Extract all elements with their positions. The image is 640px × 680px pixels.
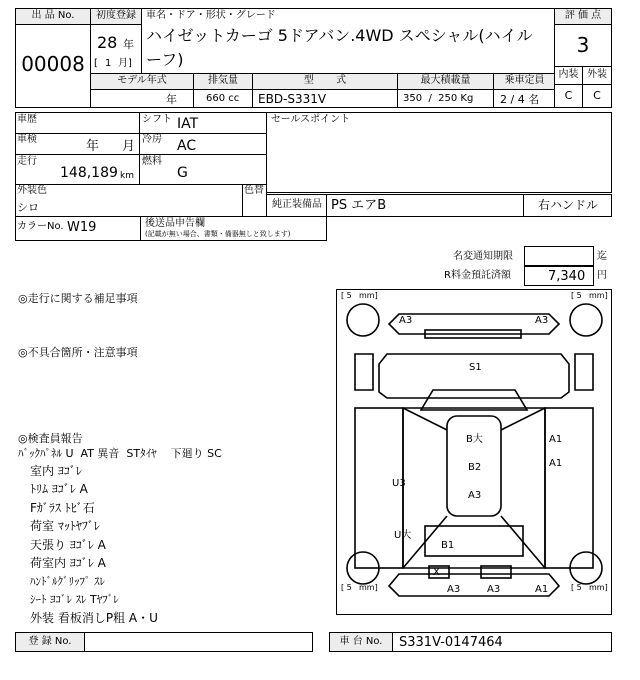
details-row-2 — [15, 133, 267, 155]
exterior-color-value: シロ — [17, 201, 39, 214]
lot-label: 出 品 No. — [31, 10, 75, 21]
mark-back-door: B1 — [441, 540, 455, 551]
tire-depth-fl: [ 5 — [341, 291, 352, 300]
mark-rear-bumper-left: A3 — [447, 584, 461, 595]
car-outline-diagram — [337, 290, 611, 614]
registration-year-unit: 年 — [123, 38, 134, 51]
rear-gate-outline — [425, 526, 523, 556]
equipment-value: PS エアB — [331, 198, 387, 213]
car-name-label: 車名・ドア・形状・グレード — [146, 10, 276, 21]
mark-windshield: S1 — [469, 362, 482, 373]
tire-unit-rl: mm] — [359, 583, 378, 592]
chassis-number: S331V-0147464 — [399, 635, 503, 650]
cowl-outline — [421, 390, 527, 410]
mark-roof-front: B大 — [466, 434, 483, 445]
color-number-label: カラーNo. — [17, 221, 64, 232]
inspection-year-unit: 年 — [86, 139, 100, 154]
rear-bumper-outline — [389, 574, 559, 596]
mileage-unit: km — [120, 171, 134, 181]
capacity-value: 2 / 4 名 — [500, 93, 540, 106]
chassis-number-label: 車 台 No. — [339, 636, 383, 647]
mark-right-slide-door: A1 — [549, 458, 563, 469]
mark-roof-middle: B2 — [468, 462, 482, 473]
color-change-label: 色替 — [244, 185, 264, 196]
displacement-value: 660 cc — [206, 93, 240, 104]
exterior-color-label: 外装色 — [17, 185, 47, 196]
mark-rear-bumper-right: A1 — [535, 584, 549, 595]
mark-rear-bumper-center: A3 — [487, 584, 501, 595]
mark-left-side: U3 — [392, 478, 406, 489]
inspector-report-title: ◎検査員報告 — [18, 432, 83, 445]
right-side-outline — [545, 408, 593, 568]
transfer-deadline-field — [524, 246, 594, 266]
report-line-6: 天張り ﾖｺﾞﾚ A — [30, 538, 106, 552]
aftermarket-note: (記載が無い場合、書類・備器無しと致します) — [145, 230, 291, 238]
ac-value: AC — [177, 138, 197, 154]
mark-roof-rear: A3 — [468, 490, 482, 501]
transfer-deadline-unit: 迄 — [597, 251, 607, 262]
damage-diagram — [336, 289, 612, 615]
first-registration-label: 初度登録 — [96, 10, 136, 21]
history-label: 車歴 — [17, 114, 37, 125]
front-left-tire-icon — [347, 304, 379, 336]
tire-unit-fr: mm] — [589, 291, 608, 300]
car-name-line2: ーフ) — [146, 50, 184, 69]
steering-side: 右ハンドル — [537, 198, 598, 212]
tire-depth-rr: [ 5 — [571, 583, 582, 592]
shift-value: IAT — [177, 116, 199, 132]
registration-number-label: 登 録 No. — [28, 636, 72, 647]
fuel-value: G — [177, 165, 188, 181]
sales-points-label: セールスポイント — [271, 114, 351, 125]
registration-month: 1 — [105, 58, 112, 69]
report-line-5: 荷室 ﾏｯﾄﾔﾌﾞﾚ — [30, 519, 100, 533]
report-line-3: ﾄﾘﾑ ﾖｺﾞﾚ A — [30, 482, 88, 496]
registration-year: 28 — [97, 33, 118, 52]
interior-grade: C — [564, 89, 573, 102]
grade-label: 評 価 点 — [564, 10, 602, 21]
equipment-label: 純正装備品 — [272, 199, 322, 210]
driving-notes-title: ◎走行に関する補足事項 — [18, 292, 138, 305]
ac-label: 冷房 — [142, 134, 162, 145]
mileage-label: 走行 — [17, 156, 37, 167]
report-line-7: 荷室内 ﾖｺﾞﾚ A — [30, 556, 106, 570]
tire-depth-rl: [ 5 — [341, 583, 352, 592]
mark-rear-plate: X — [433, 567, 440, 578]
lot-number: 00008 — [21, 52, 85, 76]
report-line-4: Fｶﾞﾗｽ ﾄﾋﾞ石 — [30, 501, 95, 515]
type-label: 型 式 — [303, 75, 347, 86]
transfer-deadline-label: 名変通知期限 — [453, 251, 513, 262]
shift-label: シフト — [142, 114, 172, 125]
front-bumper-outline — [389, 314, 559, 334]
inspection-month-unit: 月 — [122, 139, 136, 154]
model-year-unit: 年 — [166, 93, 177, 106]
mileage-value: 148,189 — [60, 165, 118, 181]
recycle-fee-amount: 7,340 — [548, 269, 586, 284]
model-type: EBD-S331V — [258, 92, 327, 106]
displacement-label: 排気量 — [208, 75, 238, 86]
exterior-color-box — [15, 184, 267, 217]
exterior-grade: C — [593, 89, 601, 102]
tire-unit-rr: mm] — [589, 583, 608, 592]
capacity-label: 乗車定員 — [504, 75, 545, 86]
front-right-tire-icon — [570, 304, 602, 336]
overall-grade: 3 — [576, 33, 590, 57]
mark-front-bumper-left: A3 — [399, 315, 413, 326]
interior-grade-label: 内装 — [558, 69, 579, 80]
aftermarket-label: 後送品申告欄 — [145, 218, 205, 229]
windshield-area-outline — [379, 354, 569, 398]
color-number-value: W19 — [67, 220, 97, 235]
report-line-10: 外装 看板消しP粗 A・U — [30, 611, 158, 625]
fuel-label: 燃料 — [142, 156, 162, 167]
defects-title: ◎不具合箇所・注意事項 — [18, 346, 138, 359]
report-line-2: 室内 ﾖｺﾞﾚ — [30, 464, 82, 478]
max-load-value: 350 / 250 Kg — [403, 93, 474, 104]
inspection-label: 車検 — [17, 134, 37, 145]
max-load-label: 最大積載量 — [420, 75, 471, 86]
registration-month-bracket: [ — [94, 58, 98, 69]
recycle-fee-unit: 円 — [597, 270, 607, 281]
report-line-1: ﾊﾞｯｸﾊﾟﾈﾙ U AT 異音 STﾀｲﾔ 下廻り SC — [18, 447, 222, 460]
tire-unit-fl: mm] — [359, 291, 378, 300]
mark-front-bumper-right: A3 — [535, 315, 549, 326]
recycle-fee-label: R料金預託済額 — [444, 270, 511, 281]
registration-month-unit: 月] — [118, 58, 132, 69]
report-line-8: ﾊﾝﾄﾞﾙｸﾞﾘｯﾌﾟ ｽﾚ — [30, 575, 105, 588]
report-line-9: ｼｰﾄ ﾖｺﾞﾚ ｽﾚ Tﾔﾌﾞﾚ — [30, 593, 119, 606]
car-name-line1: ハイゼットカーゴ 5ドアバン.4WD スペシャル(ハイル — [146, 26, 533, 45]
mark-left-rear: U大 — [394, 530, 412, 541]
mark-right-front-door: A1 — [549, 434, 563, 445]
tire-depth-fr: [ 5 — [571, 291, 582, 300]
exterior-grade-label: 外装 — [587, 69, 607, 80]
model-year-label: モデル年式 — [117, 75, 167, 86]
